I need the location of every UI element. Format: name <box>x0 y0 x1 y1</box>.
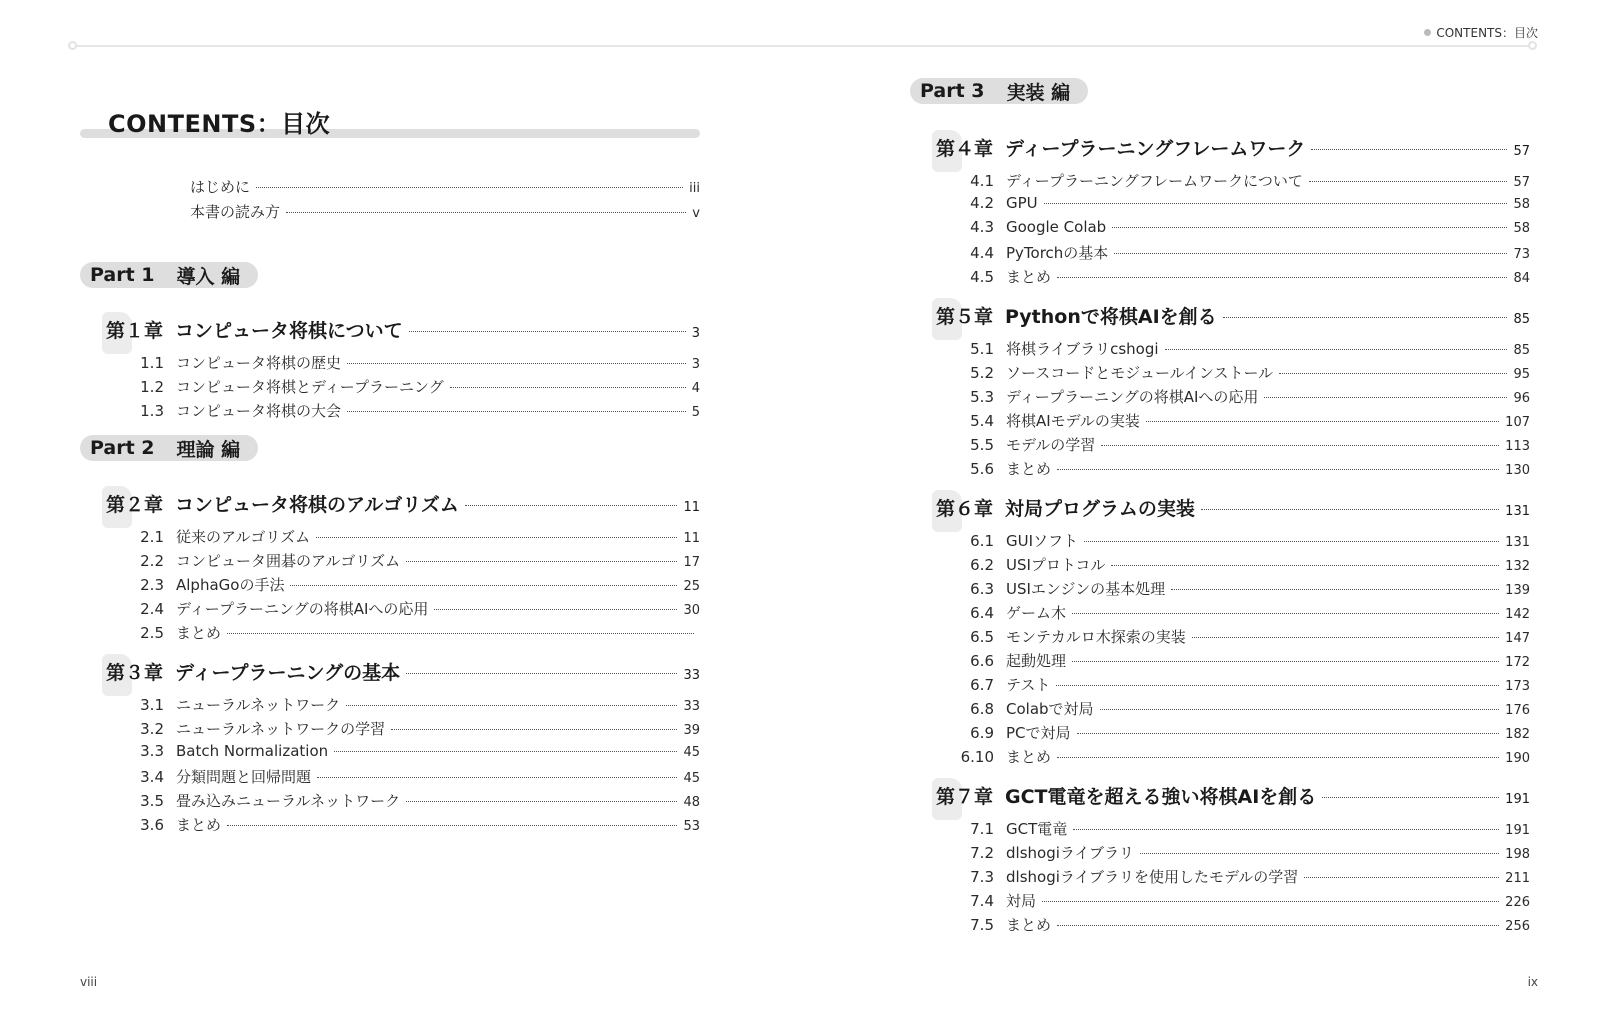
section-page-number: 172 <box>1505 655 1530 670</box>
part-name: 導入 編 <box>176 265 241 288</box>
dot-leader <box>346 705 677 706</box>
chapter-label: 第２章 <box>106 494 164 516</box>
running-head-text: CONTENTS：目次 <box>1436 26 1538 40</box>
section-number: 6.9 <box>970 724 994 742</box>
dot-leader <box>1304 877 1499 878</box>
dot-leader <box>1201 509 1499 510</box>
toc-section-2-5[interactable] <box>128 622 700 643</box>
toc-entry-label: はじめに <box>190 178 251 196</box>
toc-section-6-5[interactable] <box>958 626 1530 647</box>
section-number: 7.2 <box>970 844 994 862</box>
running-head-bullet-icon <box>1424 29 1431 36</box>
chapter-6[interactable] <box>936 494 1530 521</box>
chapter-5[interactable] <box>936 302 1530 329</box>
dot-leader <box>406 801 677 802</box>
section-title: Colabで対局 <box>1006 700 1094 718</box>
dot-leader <box>256 187 683 188</box>
section-number: 4.3 <box>970 218 994 236</box>
toc-section-2-3[interactable] <box>128 574 700 595</box>
section-page-number: 48 <box>683 795 700 810</box>
toc-section-3-3[interactable] <box>128 742 700 760</box>
section-title: モデルの学習 <box>1006 436 1096 454</box>
dot-leader <box>450 387 686 388</box>
toc-section-1-1[interactable] <box>128 352 700 373</box>
toc-section-7-4[interactable] <box>958 890 1530 911</box>
dot-leader <box>1056 685 1499 686</box>
dot-leader <box>409 331 686 332</box>
toc-section-6-7[interactable] <box>958 674 1530 695</box>
toc-section-7-2[interactable] <box>958 842 1530 863</box>
section-number: 4.2 <box>970 194 994 212</box>
dot-leader <box>347 411 686 412</box>
section-title: USIエンジンの基本処理 <box>1006 580 1166 598</box>
section-title: ニューラルネットワーク <box>176 696 341 714</box>
toc-section-4-3[interactable] <box>958 218 1530 236</box>
dot-leader <box>1111 565 1499 566</box>
chapter-3[interactable] <box>106 658 700 685</box>
section-title: コンピュータ囲碁のアルゴリズム <box>176 552 401 570</box>
section-number: 3.1 <box>140 696 164 714</box>
toc-section-5-6[interactable] <box>958 458 1530 479</box>
folio-right: ix <box>1527 975 1538 989</box>
section-page-number: 131 <box>1505 535 1530 550</box>
section-page-number: 142 <box>1505 607 1530 622</box>
chapter-title: ディープラーニングフレームワーク <box>1005 138 1306 160</box>
section-page-number: 45 <box>683 771 700 786</box>
section-page-number: 45 <box>683 745 700 760</box>
section-number: 2.3 <box>140 576 164 594</box>
section-page-number: 58 <box>1513 197 1530 212</box>
section-number: 5.1 <box>970 340 994 358</box>
header-rule-right-dot <box>1528 41 1537 50</box>
chapter-title: ディープラーニングの基本 <box>175 662 401 684</box>
toc-section-2-4[interactable] <box>128 598 700 619</box>
chapter-label: 第７章 <box>936 786 994 808</box>
toc-entry-front-1[interactable] <box>142 176 700 197</box>
section-title: まとめ <box>1006 748 1052 766</box>
section-title: ディープラーニングの将棋AIへの応用 <box>1006 388 1259 406</box>
section-number: 6.2 <box>970 556 994 574</box>
section-page-number: 198 <box>1505 847 1530 862</box>
section-title: モンテカルロ木探索の実装 <box>1006 628 1186 646</box>
dot-leader <box>1101 445 1499 446</box>
dot-leader <box>1223 317 1508 318</box>
dot-leader <box>1112 227 1507 228</box>
section-number: 7.4 <box>970 892 994 910</box>
toc-section-1-3[interactable] <box>128 400 700 421</box>
part-heading-2[interactable] <box>80 435 258 461</box>
section-number: 5.4 <box>970 412 994 430</box>
section-title: ゲーム木 <box>1006 604 1067 622</box>
dot-leader <box>406 673 677 674</box>
part-heading-3[interactable] <box>910 78 1088 104</box>
toc-section-5-2[interactable] <box>958 362 1530 383</box>
section-title: コンピュータ将棋の歴史 <box>176 354 342 372</box>
dot-leader <box>434 609 677 610</box>
chapter-7[interactable] <box>936 782 1530 809</box>
section-page-number: 5 <box>691 405 700 420</box>
section-number: 3.3 <box>140 742 164 760</box>
section-title: Batch Normalization <box>176 742 329 760</box>
dot-leader <box>1072 613 1499 614</box>
section-title: PyTorchの基本 <box>1006 244 1109 262</box>
toc-section-4-4[interactable] <box>958 242 1530 263</box>
toc-section-2-1[interactable] <box>128 526 700 547</box>
section-title: dlshogiライブラリ <box>1006 844 1134 862</box>
section-title: 将棋ライブラリcshogi <box>1006 340 1159 358</box>
part-heading-1[interactable] <box>80 262 258 288</box>
section-page-number: 130 <box>1505 463 1530 478</box>
chapter-title: 対局プログラムの実装 <box>1005 498 1195 520</box>
chapter-label: 第５章 <box>936 306 994 328</box>
section-page-number: 132 <box>1505 559 1530 574</box>
section-title: GPU <box>1006 194 1038 212</box>
section-title: コンピュータ将棋の大会 <box>176 402 342 420</box>
section-number: 3.4 <box>140 768 164 786</box>
section-title: ディープラーニングフレームワークについて <box>1006 172 1303 190</box>
toc-section-5-5[interactable] <box>958 434 1530 455</box>
section-title: テスト <box>1006 676 1051 694</box>
section-number: 2.5 <box>140 624 164 642</box>
section-number: 6.5 <box>970 628 994 646</box>
dot-leader <box>1309 181 1508 182</box>
section-number: 5.2 <box>970 364 994 382</box>
section-page-number: 191 <box>1505 823 1530 838</box>
section-number: 7.5 <box>970 916 994 934</box>
section-page-number: 39 <box>683 723 700 738</box>
section-number: 6.8 <box>970 700 994 718</box>
dot-leader <box>1057 277 1507 278</box>
section-title: USIプロトコル <box>1006 556 1106 574</box>
section-page-number: 30 <box>683 603 700 618</box>
chapter-page-number: 33 <box>683 668 700 683</box>
dot-leader <box>227 633 694 634</box>
chapter-2[interactable] <box>106 490 700 517</box>
chapter-page-number: 131 <box>1505 504 1530 519</box>
section-title: コンピュータ将棋とディープラーニング <box>176 378 444 396</box>
dot-leader <box>347 363 686 364</box>
section-title: AlphaGoの手法 <box>176 576 285 594</box>
toc-section-6-1[interactable] <box>958 530 1530 551</box>
section-title: 将棋AIモデルの実装 <box>1006 412 1140 430</box>
section-page-number: 17 <box>683 555 700 570</box>
section-number: 3.5 <box>140 792 164 810</box>
section-number: 6.7 <box>970 676 994 694</box>
chapter-label: 第６章 <box>936 498 994 520</box>
toc-section-6-8[interactable] <box>958 698 1530 719</box>
chapter-page-number: 57 <box>1513 144 1530 159</box>
toc-section-7-1[interactable] <box>958 818 1530 839</box>
dot-leader <box>1146 421 1499 422</box>
section-page-number: 33 <box>683 699 700 714</box>
dot-leader <box>1057 469 1499 470</box>
section-number: 7.3 <box>970 868 994 886</box>
chapter-title: GCT電竜を超える強い将棋AIを創る <box>1005 786 1317 808</box>
contents-title-block <box>80 104 700 144</box>
toc-section-3-4[interactable] <box>128 766 700 787</box>
toc-section-5-1[interactable] <box>958 338 1530 359</box>
section-page-number: 84 <box>1513 271 1530 286</box>
section-page-number: 4 <box>691 381 700 396</box>
toc-section-7-3[interactable] <box>958 866 1530 887</box>
toc-section-6-9[interactable] <box>958 722 1530 743</box>
section-title: まとめ <box>1006 268 1052 286</box>
section-title: ディープラーニングの将棋AIへの応用 <box>176 600 429 618</box>
section-title: 対局 <box>1006 892 1037 910</box>
section-title: 分類問題と回帰問題 <box>176 768 312 786</box>
section-page-number: 190 <box>1505 751 1530 766</box>
section-number: 2.2 <box>140 552 164 570</box>
section-title: GUIソフト <box>1006 532 1079 550</box>
toc-section-3-5[interactable] <box>128 790 700 811</box>
page-title: CONTENTS：目次 <box>108 110 331 138</box>
toc-section-7-5[interactable] <box>958 914 1530 935</box>
section-title: ニューラルネットワークの学習 <box>176 720 386 738</box>
dot-leader <box>290 585 677 586</box>
dot-leader <box>1100 709 1500 710</box>
section-title: GCT電竜 <box>1006 820 1068 838</box>
part-number: Part 1 <box>90 264 155 286</box>
dot-leader <box>227 825 677 826</box>
section-title: 従来のアルゴリズム <box>176 528 311 546</box>
section-number: 3.2 <box>140 720 164 738</box>
chapter-label: 第４章 <box>936 138 994 160</box>
toc-section-2-2[interactable] <box>128 550 700 571</box>
section-title: 起動処理 <box>1006 652 1067 670</box>
dot-leader <box>1171 589 1499 590</box>
toc-section-6-2[interactable] <box>958 554 1530 575</box>
section-title: まとめ <box>176 816 222 834</box>
section-number: 6.1 <box>970 532 994 550</box>
section-title: ソースコードとモジュールインストール <box>1006 364 1274 382</box>
dot-leader <box>1311 149 1507 150</box>
section-page-number: 147 <box>1505 631 1530 646</box>
section-number: 4.5 <box>970 268 994 286</box>
toc-section-3-2[interactable] <box>128 718 700 739</box>
section-number: 5.3 <box>970 388 994 406</box>
dot-leader <box>1322 797 1499 798</box>
dot-leader <box>317 777 677 778</box>
dot-leader <box>1073 829 1499 830</box>
dot-leader <box>391 729 677 730</box>
dot-leader <box>286 212 686 213</box>
section-title: まとめ <box>1006 460 1052 478</box>
dot-leader <box>1044 203 1508 204</box>
dot-leader <box>1077 733 1500 734</box>
section-page-number: 96 <box>1513 391 1530 406</box>
section-page-number: 58 <box>1513 221 1530 236</box>
chapter-page-number: 11 <box>683 500 700 515</box>
section-page-number: 173 <box>1505 679 1530 694</box>
part-number: Part 2 <box>90 437 155 459</box>
section-page-number: 182 <box>1505 727 1530 742</box>
toc-section-4-1[interactable] <box>958 170 1530 191</box>
section-number: 6.6 <box>970 652 994 670</box>
running-head <box>1424 24 1538 41</box>
chapter-4[interactable] <box>936 134 1530 161</box>
chapter-page-number: 3 <box>691 326 700 341</box>
toc-entry-label: 本書の読み方 <box>190 203 281 221</box>
dot-leader <box>1084 541 1499 542</box>
section-title: Google Colab <box>1006 218 1107 236</box>
section-title: PCで対局 <box>1006 724 1071 742</box>
section-page-number: 85 <box>1513 343 1530 358</box>
dot-leader <box>1072 661 1499 662</box>
chapter-title: コンピュータ将棋のアルゴリズム <box>175 494 459 516</box>
part-number: Part 3 <box>920 80 985 102</box>
dot-leader <box>1165 349 1508 350</box>
toc-entry-front-2[interactable] <box>142 201 700 222</box>
toc-page-number: v <box>692 206 700 221</box>
toc-section-6-6[interactable] <box>958 650 1530 671</box>
section-number: 3.6 <box>140 816 164 834</box>
folio-left: viii <box>80 975 98 989</box>
toc-section-3-1[interactable] <box>128 694 700 715</box>
toc-section-4-5[interactable] <box>958 266 1530 287</box>
section-title: dlshogiライブラリを使用したモデルの学習 <box>1006 868 1299 886</box>
section-title: まとめ <box>176 624 222 642</box>
header-rule <box>72 45 1532 47</box>
toc-section-4-2[interactable] <box>958 194 1530 212</box>
chapter-title: Pythonで将棋AIを創る <box>1005 306 1217 328</box>
dot-leader <box>1264 397 1507 398</box>
section-page-number: 25 <box>683 579 700 594</box>
section-page-number: 176 <box>1505 703 1530 718</box>
section-number: 4.1 <box>970 172 994 190</box>
dot-leader <box>334 751 677 752</box>
toc-section-6-10[interactable] <box>958 746 1530 767</box>
header-rule-left-dot <box>68 41 77 50</box>
section-number: 5.6 <box>970 460 994 478</box>
section-number: 6.10 <box>960 748 994 766</box>
section-number: 6.3 <box>970 580 994 598</box>
dot-leader <box>1114 253 1507 254</box>
section-page-number: 113 <box>1505 439 1530 454</box>
section-number: 6.4 <box>970 604 994 622</box>
dot-leader <box>1057 757 1499 758</box>
dot-leader <box>406 561 677 562</box>
chapter-label: 第１章 <box>106 320 164 342</box>
toc-section-5-3[interactable] <box>958 386 1530 407</box>
section-title: まとめ <box>1006 916 1052 934</box>
part-name: 理論 編 <box>176 438 241 461</box>
section-page-number: 256 <box>1505 919 1530 934</box>
section-page-number: 226 <box>1505 895 1530 910</box>
section-page-number: 139 <box>1505 583 1530 598</box>
section-number: 2.1 <box>140 528 164 546</box>
toc-section-6-3[interactable] <box>958 578 1530 599</box>
chapter-page-number: 191 <box>1505 792 1530 807</box>
dot-leader <box>316 537 677 538</box>
dot-leader <box>1192 637 1499 638</box>
toc-page-number: iii <box>689 181 700 196</box>
dot-leader <box>1140 853 1499 854</box>
section-page-number: 95 <box>1513 367 1530 382</box>
section-page-number: 3 <box>691 357 700 372</box>
toc-section-3-6[interactable] <box>128 814 700 835</box>
toc-section-1-2[interactable] <box>128 376 700 397</box>
dot-leader <box>1279 373 1507 374</box>
section-page-number: 11 <box>683 531 700 546</box>
toc-section-5-4[interactable] <box>958 410 1530 431</box>
part-name: 実装 編 <box>1006 81 1071 104</box>
section-number: 1.3 <box>140 402 164 420</box>
section-page-number: 107 <box>1505 415 1530 430</box>
chapter-page-number: 85 <box>1513 312 1530 327</box>
dot-leader <box>465 505 678 506</box>
section-page-number: 57 <box>1513 175 1530 190</box>
dot-leader <box>1057 925 1499 926</box>
section-number: 1.1 <box>140 354 164 372</box>
section-number: 2.4 <box>140 600 164 618</box>
chapter-label: 第３章 <box>106 662 164 684</box>
section-page-number: 211 <box>1505 871 1530 886</box>
chapter-title: コンピュータ将棋について <box>175 320 403 342</box>
section-number: 7.1 <box>970 820 994 838</box>
chapter-1[interactable] <box>106 316 700 343</box>
section-page-number: 73 <box>1513 247 1530 262</box>
dot-leader <box>1042 901 1499 902</box>
section-number: 4.4 <box>970 244 994 262</box>
toc-section-6-4[interactable] <box>958 602 1530 623</box>
section-page-number: 53 <box>683 819 700 834</box>
section-number: 5.5 <box>970 436 994 454</box>
section-number: 1.2 <box>140 378 164 396</box>
section-title: 畳み込みニューラルネットワーク <box>176 792 401 810</box>
